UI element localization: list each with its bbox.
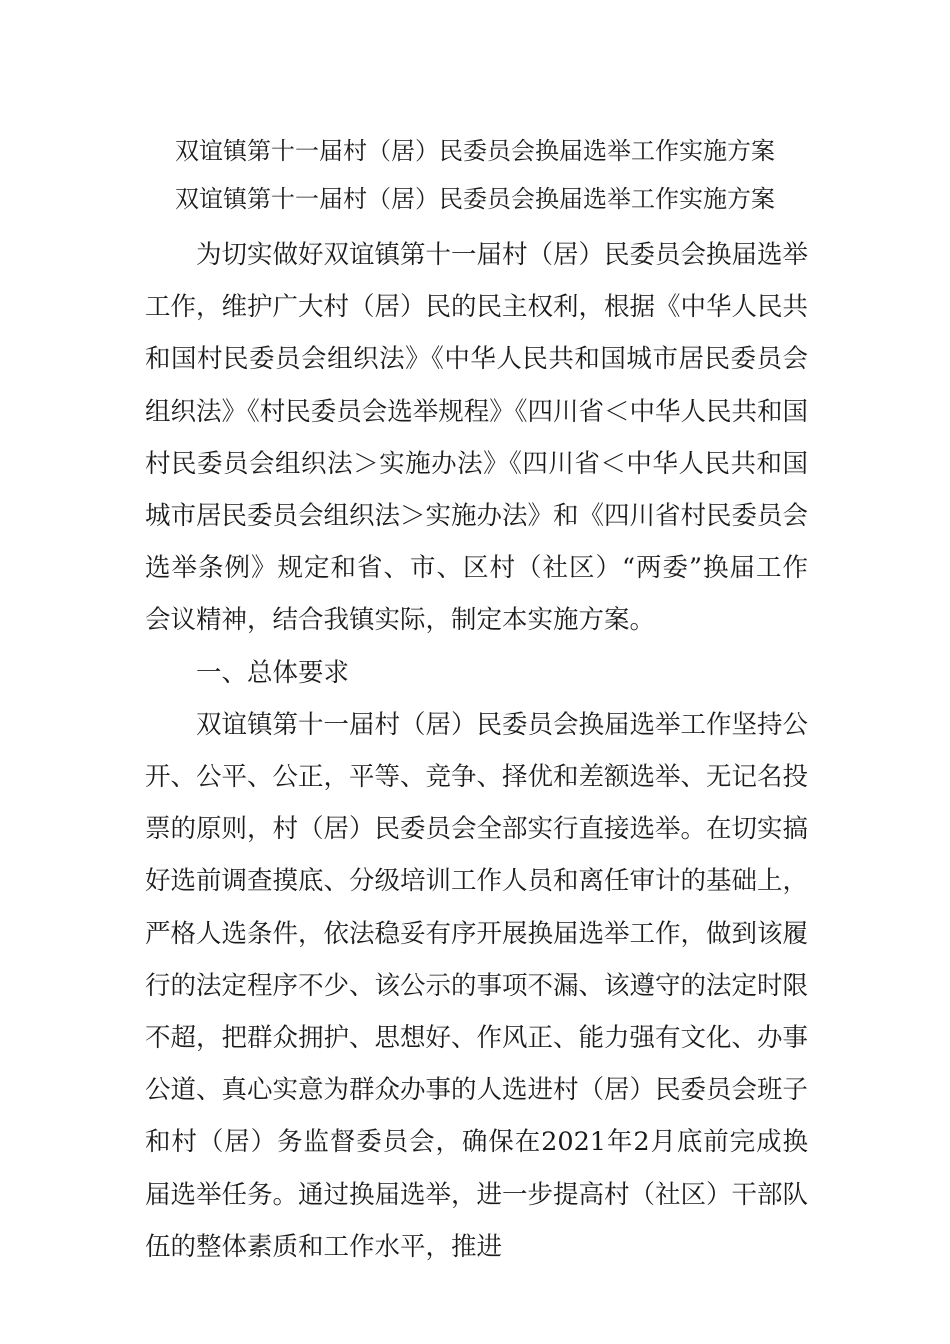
document-title: 双谊镇第十一届村（居）民委员会换届选举工作实施方案 xyxy=(175,137,775,165)
general-requirements-paragraph: 双谊镇第十一届村（居）民委员会换届选举工作坚持公开、公平、公正，平等、竞争、择优和差额选举、无记名投票的原则，村（居）民委员会全部实行直接选举。在切实搞好选前调查摸底、分级培训工作人员和离任审计的基础上，严格人选条件，依法稳妥有序开展换届选举工作，做到该履行的法定程序不少、该公示的事项不漏、该遵守的法定时限不超，把群众拥护、思想好、作风正、能力强有文化、办事公道、真心实意为群众办事的人选进村（居）民委员会班子和村（居）务监督委员会，确保在2021年2月底前完成换届选举任务。通过换届选举，进一步提高村（社区）干部队伍的整体素质和工作水平，推进 xyxy=(145,709,809,1262)
document-body xyxy=(145,229,808,1273)
section-heading-general-requirements: 一、总体要求 xyxy=(196,657,350,688)
intro-paragraph: 为切实做好双谊镇第十一届村（居）民委员会换届选举工作，维护广大村（居）民的民主权利，根据《中华人民共和国村民委员会组织法》《中华人民共和国城市居民委员会组织法》《村民委员会选举规程》《四川省＜中华人民共和国村民委员会组织法＞实施办法》《四川省＜中华人民共和国城市居民委员会组织法＞实施办法》和《四川省村民委员会选举条例》规定和省、市、区村（社区）“两委”换届工作会议精神，结合我镇实际，制定本实施方案。 xyxy=(145,240,809,636)
document-subtitle: 双谊镇第十一届村（居）民委员会换届选举工作实施方案 xyxy=(175,185,775,213)
